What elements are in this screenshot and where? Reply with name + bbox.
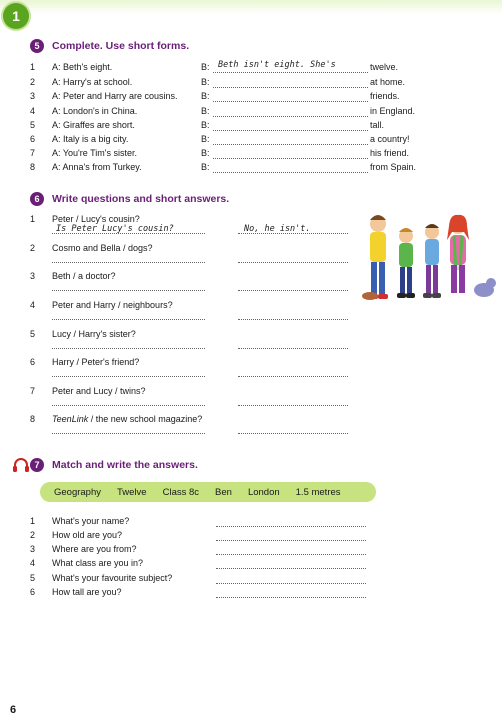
item-number: 4 (30, 300, 36, 310)
short-answer-field[interactable] (238, 405, 348, 406)
item-number: 5 (30, 329, 36, 339)
dog-icon (362, 292, 378, 300)
item-prompt: Cosmo and Bella / dogs? (52, 243, 153, 253)
item-number: 7 (30, 148, 36, 158)
exercise-5-item (30, 134, 470, 147)
item-question: How tall are you? (52, 587, 122, 597)
answer-field[interactable] (216, 530, 366, 541)
speaker-b-label: B: (201, 106, 210, 116)
item-number: 1 (30, 62, 36, 72)
person-body (399, 243, 413, 267)
word-box-item: Twelve (117, 486, 147, 498)
item-number: 2 (30, 243, 36, 253)
question-field[interactable] (52, 405, 205, 406)
item-question: What class are you in? (52, 558, 144, 568)
item-ending: in England. (370, 106, 416, 116)
item-number: 1 (30, 214, 36, 224)
item-number: 8 (30, 414, 36, 424)
item-number: 5 (30, 120, 36, 130)
item-ending: a country! (370, 134, 410, 144)
item-number: 6 (30, 357, 36, 367)
person-body (425, 239, 439, 265)
answer-text: Beth isn't eight. She's (218, 60, 336, 70)
exercise-5-item (30, 162, 470, 175)
item-ending: tall. (370, 120, 385, 130)
question-field[interactable] (52, 290, 205, 291)
speaker-b-label: B: (201, 120, 210, 130)
person-body (450, 235, 466, 265)
item-prompt: Peter and Lucy / twins? (52, 386, 146, 396)
exercise-7-item (30, 530, 390, 543)
prompt-text: / the new school magazine? (88, 414, 203, 424)
question-answer-text: Is Peter Lucy's cousin? (56, 224, 174, 234)
item-sentence: A: You're Tim's sister. (52, 148, 137, 158)
item-prompt (52, 414, 202, 424)
item-ending: twelve. (370, 62, 399, 72)
item-question: How old are you? (52, 530, 123, 540)
item-prompt: Peter and Harry / neighbours? (52, 300, 173, 310)
item-ending: from Spain. (370, 162, 417, 172)
word-box-item: Ben (215, 486, 232, 498)
answer-field[interactable] (213, 120, 368, 131)
exercise-6-title: Write questions and short answers. (52, 193, 230, 205)
answer-field[interactable] (216, 558, 366, 569)
item-number: 5 (30, 573, 36, 583)
page-number: 6 (10, 704, 17, 716)
speaker-b-label: B: (201, 62, 210, 72)
item-sentence: A: Giraffes are short. (52, 120, 135, 130)
item-prompt: Peter / Lucy's cousin? (52, 214, 140, 224)
speaker-b-label: B: (201, 77, 210, 87)
item-number: 3 (30, 271, 36, 281)
short-answer-field[interactable] (238, 348, 348, 349)
exercise-5-item (30, 62, 470, 75)
item-number: 3 (30, 91, 36, 101)
item-number: 4 (30, 558, 36, 568)
answer-field[interactable] (213, 148, 368, 159)
magazine-name: TeenLink (52, 414, 89, 424)
exercise-5-title: Complete. Use short forms. (52, 40, 190, 52)
question-field[interactable] (52, 348, 205, 349)
word-box-item: Class 8c (162, 486, 200, 498)
answer-field[interactable] (213, 91, 368, 102)
item-sentence: A: Beth's eight. (52, 62, 113, 72)
exercise-5-item (30, 91, 470, 104)
item-ending: at home. (370, 77, 406, 87)
answer-field[interactable] (216, 587, 366, 598)
speaker-b-label: B: (201, 162, 210, 172)
item-question: Where are you from? (52, 544, 137, 554)
headphones-icon (12, 457, 30, 473)
exercise-7-title: Match and write the answers. (52, 459, 198, 471)
item-sentence: A: Anna's from Turkey. (52, 162, 142, 172)
short-answer-field[interactable] (238, 433, 348, 434)
exercise-7-item (30, 516, 390, 529)
item-question: What's your favourite subject? (52, 573, 173, 583)
item-number: 6 (30, 134, 36, 144)
speaker-b-label: B: (201, 91, 210, 101)
answer-field[interactable] (216, 573, 366, 584)
word-box (40, 482, 376, 502)
person-body (370, 232, 386, 262)
unit-badge: 1 (3, 3, 29, 29)
question-field[interactable] (52, 433, 205, 434)
exercise-7-item (30, 573, 390, 586)
exercise-5-item (30, 106, 470, 119)
short-answer-field[interactable] (238, 376, 348, 377)
top-band (0, 0, 502, 14)
question-field[interactable] (52, 376, 205, 377)
word-box-item: London (247, 486, 280, 498)
answer-field[interactable] (216, 544, 366, 555)
question-field[interactable] (52, 262, 205, 263)
speaker-b-label: B: (201, 134, 210, 144)
question-field[interactable] (52, 319, 205, 320)
item-number: 3 (30, 544, 36, 554)
item-number: 2 (30, 77, 36, 87)
item-sentence: A: Italy is a big city. (52, 134, 129, 144)
item-ending: his friend. (370, 148, 410, 158)
answer-field[interactable] (213, 106, 368, 117)
item-number: 7 (30, 386, 36, 396)
item-number: 2 (30, 530, 36, 540)
exercise-5-item (30, 77, 470, 90)
item-number: 8 (30, 162, 36, 172)
item-sentence: A: Peter and Harry are cousins. (52, 91, 178, 101)
item-number: 1 (30, 516, 36, 526)
item-sentence: A: London's in China. (52, 106, 138, 116)
exercise-7-item (30, 587, 390, 600)
answer-field[interactable] (213, 134, 368, 145)
short-answer-text: No, he isn't. (244, 224, 311, 234)
answer-field[interactable] (213, 162, 368, 173)
answer-field[interactable] (213, 77, 368, 88)
exercise-7-item (30, 558, 390, 571)
exercise-7-number: 7 (30, 458, 44, 472)
exercise-5-item (30, 148, 470, 161)
word-box-item: Geography (54, 486, 102, 498)
exercise-6-number: 6 (30, 192, 44, 206)
word-box-item: 1.5 metres (295, 486, 341, 498)
exercise-5-item (30, 120, 470, 133)
item-number: 4 (30, 106, 36, 116)
answer-field[interactable] (216, 516, 366, 527)
short-answer-field[interactable] (238, 290, 348, 291)
item-sentence: A: Harry's at school. (52, 77, 133, 87)
item-prompt: Harry / Peter's friend? (52, 357, 140, 367)
speaker-b-label: B: (201, 148, 210, 158)
item-prompt: Lucy / Harry's sister? (52, 329, 136, 339)
item-prompt: Beth / a doctor? (52, 271, 116, 281)
short-answer-field[interactable] (238, 319, 348, 320)
item-question: What's your name? (52, 516, 130, 526)
exercise-5-number: 5 (30, 39, 44, 53)
short-answer-field[interactable] (238, 262, 348, 263)
item-number: 6 (30, 587, 36, 597)
family-illustration (350, 210, 498, 302)
exercise-7-item (30, 544, 390, 557)
item-ending: friends. (370, 91, 400, 101)
